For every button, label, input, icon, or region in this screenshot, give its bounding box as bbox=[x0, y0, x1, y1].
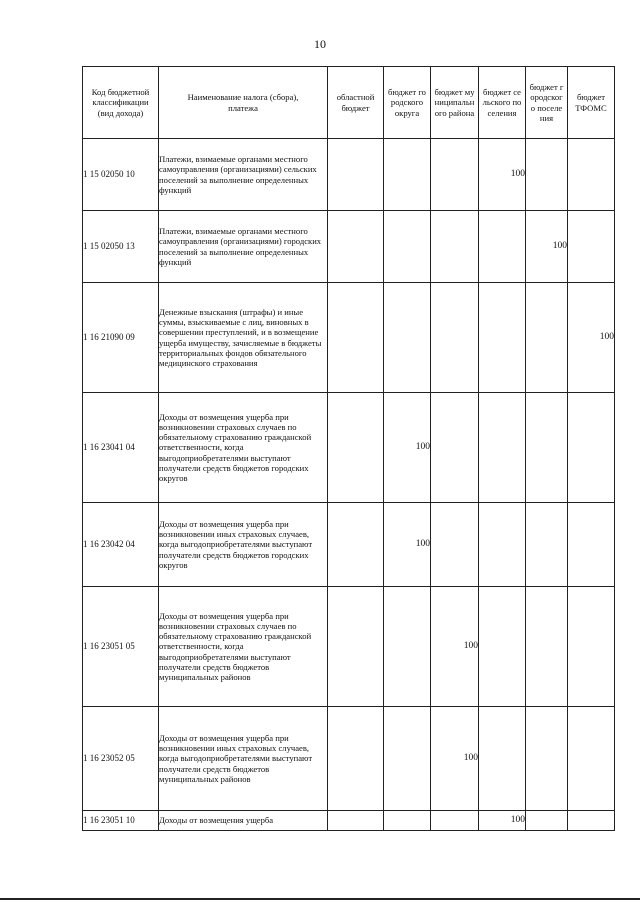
payment-name-cell: Доходы от возмещения ущерба при возникновении страховых случаев по обязательному страхованию гражданской ответственности, когда выгодоприобретателями выступают получатели средств бюджетов муниципальных районов bbox=[159, 587, 328, 707]
share-cell-city-district: 100 bbox=[384, 503, 431, 587]
share-cell-city-district: 100 bbox=[384, 393, 431, 503]
share-cell-municipal-district bbox=[431, 211, 479, 283]
page-number: 10 bbox=[314, 37, 326, 51]
share-cell-rural-settlement bbox=[479, 503, 526, 587]
budget-code-cell: 1 16 23052 05 bbox=[83, 707, 159, 811]
share-cell-tfoms bbox=[568, 503, 615, 587]
header-municipal-district: бюджет муниципального района bbox=[431, 67, 479, 139]
payment-name-cell: Доходы от возмещения ущерба при возникновении страховых случаев по обязательному страхованию гражданской ответственности, когда выгодоприобретателями выступают получатели средств бюджетов городских округов bbox=[159, 393, 328, 503]
share-cell-urban-settlement bbox=[526, 283, 568, 393]
table-row bbox=[83, 393, 615, 503]
header-regional: областной бюджет bbox=[328, 67, 384, 139]
share-cell-municipal-district bbox=[431, 503, 479, 587]
budget-code-cell: 1 15 02050 10 bbox=[83, 139, 159, 211]
share-cell-urban-settlement bbox=[526, 393, 568, 503]
share-cell-regional bbox=[328, 211, 384, 283]
budget-code-cell: 1 16 23051 10 bbox=[83, 811, 159, 831]
share-cell-urban-settlement bbox=[526, 503, 568, 587]
share-cell-municipal-district bbox=[431, 393, 479, 503]
table-row bbox=[83, 587, 615, 707]
share-cell-urban-settlement bbox=[526, 139, 568, 211]
budget-code-cell: 1 15 02050 13 bbox=[83, 211, 159, 283]
payment-name-cell: Доходы от возмещения ущерба при возникновении иных страховых случаев, когда выгодоприобретателями выступают получатели средств бюджетов городских округов bbox=[159, 503, 328, 587]
header-tfoms: бюджет ТФОМС bbox=[568, 67, 615, 139]
payment-name-cell: Платежи, взимаемые органами местного самоуправления (организациями) городских поселений за выполнение определенных функций bbox=[159, 211, 328, 283]
share-cell-regional bbox=[328, 811, 384, 831]
table-row bbox=[83, 283, 615, 393]
share-cell-rural-settlement: 100 bbox=[479, 139, 526, 211]
share-cell-regional bbox=[328, 283, 384, 393]
share-cell-tfoms bbox=[568, 707, 615, 811]
payment-name-cell: Доходы от возмещения ущерба при возникновении иных страховых случаев, когда выгодоприобретателями выступают получатели средств бюджетов муниципальных районов bbox=[159, 707, 328, 811]
bottom-rule bbox=[0, 898, 640, 900]
share-cell-urban-settlement bbox=[526, 587, 568, 707]
share-cell-rural-settlement bbox=[479, 587, 526, 707]
share-cell-city-district bbox=[384, 587, 431, 707]
revenue-distribution-table bbox=[82, 66, 615, 831]
header-urban-settlement: бюджет городского поселения bbox=[526, 67, 568, 139]
share-cell-tfoms bbox=[568, 211, 615, 283]
share-cell-urban-settlement bbox=[526, 811, 568, 831]
budget-code-cell: 1 16 23041 04 bbox=[83, 393, 159, 503]
share-cell-rural-settlement bbox=[479, 283, 526, 393]
share-cell-city-district bbox=[384, 139, 431, 211]
share-cell-tfoms bbox=[568, 393, 615, 503]
share-cell-city-district bbox=[384, 811, 431, 831]
header-code: Код бюджетной классификации (вид дохода) bbox=[83, 67, 159, 139]
share-cell-city-district bbox=[384, 211, 431, 283]
share-cell-regional bbox=[328, 503, 384, 587]
share-cell-regional bbox=[328, 707, 384, 811]
share-cell-city-district bbox=[384, 283, 431, 393]
budget-code-cell: 1 16 23042 04 bbox=[83, 503, 159, 587]
share-cell-rural-settlement bbox=[479, 393, 526, 503]
share-cell-municipal-district: 100 bbox=[431, 587, 479, 707]
budget-code-cell: 1 16 21090 09 bbox=[83, 283, 159, 393]
share-cell-municipal-district bbox=[431, 283, 479, 393]
table-row bbox=[83, 139, 615, 211]
share-cell-tfoms bbox=[568, 587, 615, 707]
share-cell-urban-settlement bbox=[526, 707, 568, 811]
share-cell-regional bbox=[328, 393, 384, 503]
share-cell-urban-settlement: 100 bbox=[526, 211, 568, 283]
budget-code-cell: 1 16 23051 05 bbox=[83, 587, 159, 707]
header-row bbox=[83, 67, 615, 139]
share-cell-tfoms bbox=[568, 139, 615, 211]
table-row bbox=[83, 707, 615, 811]
header-rural-settlement: бюджет сельского поселения bbox=[479, 67, 526, 139]
payment-name-cell: Денежные взыскания (штрафы) и иные суммы, взыскиваемые с лиц, виновных в совершении преступлений, и в возмещение ущерба имуществу, зачисляемые в бюджеты территориальных фондов обязательного медицинского страхования bbox=[159, 283, 328, 393]
payment-name-cell: Платежи, взимаемые органами местного самоуправления (организациями) сельских поселений за выполнение определенных функций bbox=[159, 139, 328, 211]
table-row bbox=[83, 211, 615, 283]
share-cell-regional bbox=[328, 587, 384, 707]
share-cell-rural-settlement: 100 bbox=[479, 811, 526, 831]
share-cell-city-district bbox=[384, 707, 431, 811]
share-cell-regional bbox=[328, 139, 384, 211]
table-row bbox=[83, 503, 615, 587]
share-cell-municipal-district bbox=[431, 811, 479, 831]
share-cell-municipal-district bbox=[431, 139, 479, 211]
header-city-district: бюджет городского округа bbox=[384, 67, 431, 139]
share-cell-tfoms bbox=[568, 811, 615, 831]
share-cell-rural-settlement bbox=[479, 211, 526, 283]
share-cell-municipal-district: 100 bbox=[431, 707, 479, 811]
header-name: Наименование налога (сбора), платежа bbox=[159, 67, 328, 139]
share-cell-rural-settlement bbox=[479, 707, 526, 811]
share-cell-tfoms: 100 bbox=[568, 283, 615, 393]
table-row bbox=[83, 811, 615, 831]
payment-name-cell: Доходы от возмещения ущерба bbox=[159, 811, 328, 831]
